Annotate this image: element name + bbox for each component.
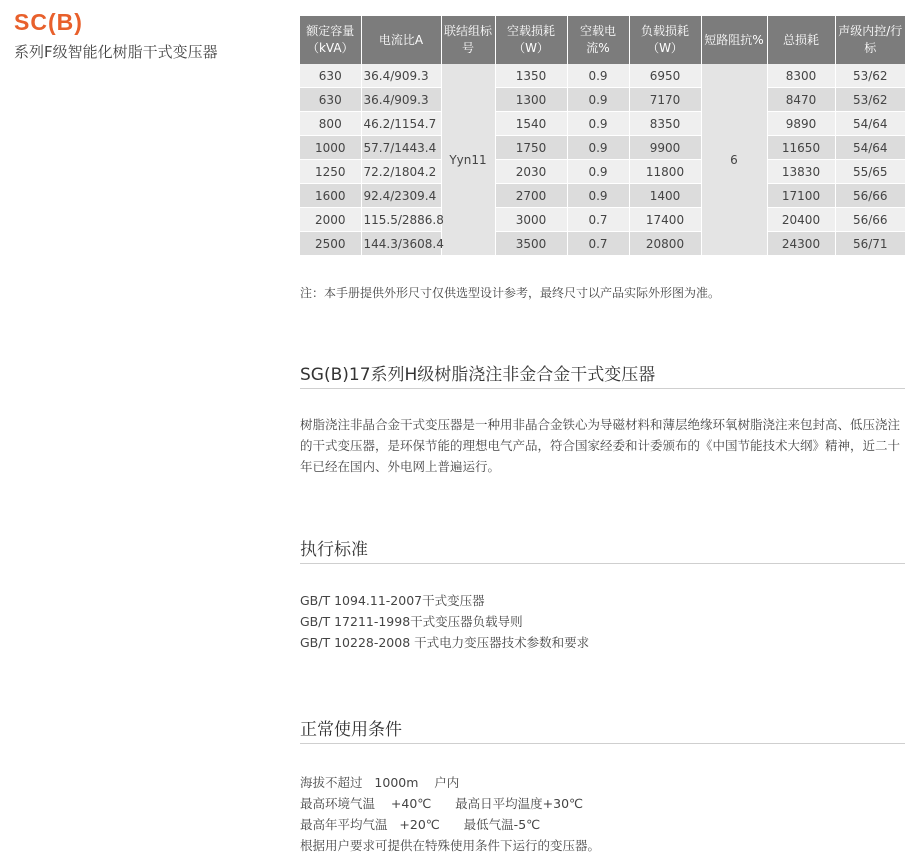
table-footnote: 注：本手册提供外形尺寸仅供选型设计参考，最终尺寸以产品实际外形图为准。 [300,286,721,300]
header-noload-current: 空载电流% [567,16,629,64]
product-section-title: SG(B)17系列H级树脂浇注非金合金干式变压器 [300,365,656,385]
cell-sound-level: 56/66 [835,208,905,232]
cell-noload-current: 0.9 [567,88,629,112]
cell-impedance: 6 [701,64,767,256]
cell-total-loss: 8470 [767,88,835,112]
header-current-ratio: 电流比A [361,16,441,64]
cell-capacity: 2500 [300,232,361,256]
cell-load-loss: 11800 [629,160,701,184]
standards-section-title: 执行标准 [300,540,368,560]
cell-total-loss: 17100 [767,184,835,208]
cell-noload-current: 0.9 [567,184,629,208]
cell-total-loss: 20400 [767,208,835,232]
table-row [300,64,905,88]
list-item: 最高环境气温 +40℃ 最高日平均温度+30℃ [300,796,584,811]
header-connection-group: 联结组标号 [441,16,495,64]
cell-current-ratio: 115.5/2886.8 [361,208,441,232]
cell-noload-loss: 3000 [495,208,567,232]
list-item: 最高年平均气温 +20℃ 最低气温-5℃ [300,817,541,832]
cell-current-ratio: 72.2/1804.2 [361,160,441,184]
cell-noload-current: 0.7 [567,232,629,256]
cell-noload-current: 0.9 [567,136,629,160]
table-row [300,232,905,256]
brand-block [14,8,244,63]
cell-noload-loss: 1540 [495,112,567,136]
section-divider [300,563,905,564]
cell-noload-loss: 2700 [495,184,567,208]
product-code: SC(B) [14,9,83,35]
cell-noload-current: 0.7 [567,208,629,232]
cell-capacity: 630 [300,88,361,112]
table-row [300,136,905,160]
table-row [300,184,905,208]
cell-total-loss: 11650 [767,136,835,160]
section-divider [300,743,905,744]
section-divider [300,388,905,389]
cell-noload-current: 0.9 [567,160,629,184]
header-impedance: 短路阻抗% [701,16,767,64]
cell-noload-loss: 1300 [495,88,567,112]
header-noload-loss: 空载损耗（W） [495,16,567,64]
list-item: 根据用户要求可提供在特殊使用条件下运行的变压器。 [300,838,601,853]
list-item: GB/T 1094.11-2007干式变压器 [300,593,485,608]
product-description: 树脂浇注非晶合金干式变压器是一种用非晶合金铁心为导磁材料和薄层绝缘环氧树脂浇注来包封高、低压浇注的干式变压器，是环保节能的理想电气产品，符合国家经委和计委颁布的《中国节能技术大纲》精神，近二十年已经在国内、外电网上普遍运行。 [300,417,901,474]
cell-noload-loss: 2030 [495,160,567,184]
cell-current-ratio: 36.4/909.3 [361,64,441,88]
header-total-loss: 总损耗 [767,16,835,64]
cell-noload-current: 0.9 [567,64,629,88]
cell-capacity: 800 [300,112,361,136]
cell-sound-level: 56/71 [835,232,905,256]
list-item: GB/T 17211-1998干式变压器负载导则 [300,614,523,629]
cell-load-loss: 1400 [629,184,701,208]
cell-current-ratio: 36.4/909.3 [361,88,441,112]
cell-total-loss: 9890 [767,112,835,136]
cell-noload-current: 0.9 [567,112,629,136]
product-series-title: 系列F级智能化树脂干式变压器 [14,43,218,61]
cell-current-ratio: 92.4/2309.4 [361,184,441,208]
cell-sound-level: 53/62 [835,64,905,88]
cell-noload-loss: 1350 [495,64,567,88]
cell-current-ratio: 57.7/1443.4 [361,136,441,160]
cell-load-loss: 20800 [629,232,701,256]
table-row [300,112,905,136]
cell-current-ratio: 46.2/1154.7 [361,112,441,136]
conditions-list [300,772,600,856]
cell-current-ratio: 144.3/3608.4 [361,232,441,256]
cell-total-loss: 8300 [767,64,835,88]
header-load-loss: 负载损耗（W） [629,16,701,64]
cell-total-loss: 13830 [767,160,835,184]
cell-sound-level: 53/62 [835,88,905,112]
header-capacity: 额定容量（kVA） [300,16,361,64]
cell-capacity: 1000 [300,136,361,160]
header-sound-level: 声级内控/行标 [835,16,905,64]
cell-sound-level: 54/64 [835,136,905,160]
cell-load-loss: 6950 [629,64,701,88]
cell-capacity: 2000 [300,208,361,232]
list-item: GB/T 10228-2008 干式电力变压器技术参数和要求 [300,635,590,650]
cell-noload-loss: 3500 [495,232,567,256]
cell-load-loss: 7170 [629,88,701,112]
standards-list [300,590,589,653]
list-item: 海拔不超过 1000m 户内 [300,775,460,790]
cell-sound-level: 56/66 [835,184,905,208]
cell-sound-level: 55/65 [835,160,905,184]
spec-table [300,16,905,256]
cell-load-loss: 8350 [629,112,701,136]
table-row [300,160,905,184]
cell-noload-loss: 1750 [495,136,567,160]
table-row [300,88,905,112]
cell-connection-group: Yyn11 [441,64,495,256]
cell-load-loss: 9900 [629,136,701,160]
table-header-row [300,16,905,64]
cell-load-loss: 17400 [629,208,701,232]
cell-total-loss: 24300 [767,232,835,256]
cell-sound-level: 54/64 [835,112,905,136]
conditions-section-title: 正常使用条件 [300,720,402,740]
cell-capacity: 1600 [300,184,361,208]
cell-capacity: 1250 [300,160,361,184]
table-row [300,208,905,232]
cell-capacity: 630 [300,64,361,88]
